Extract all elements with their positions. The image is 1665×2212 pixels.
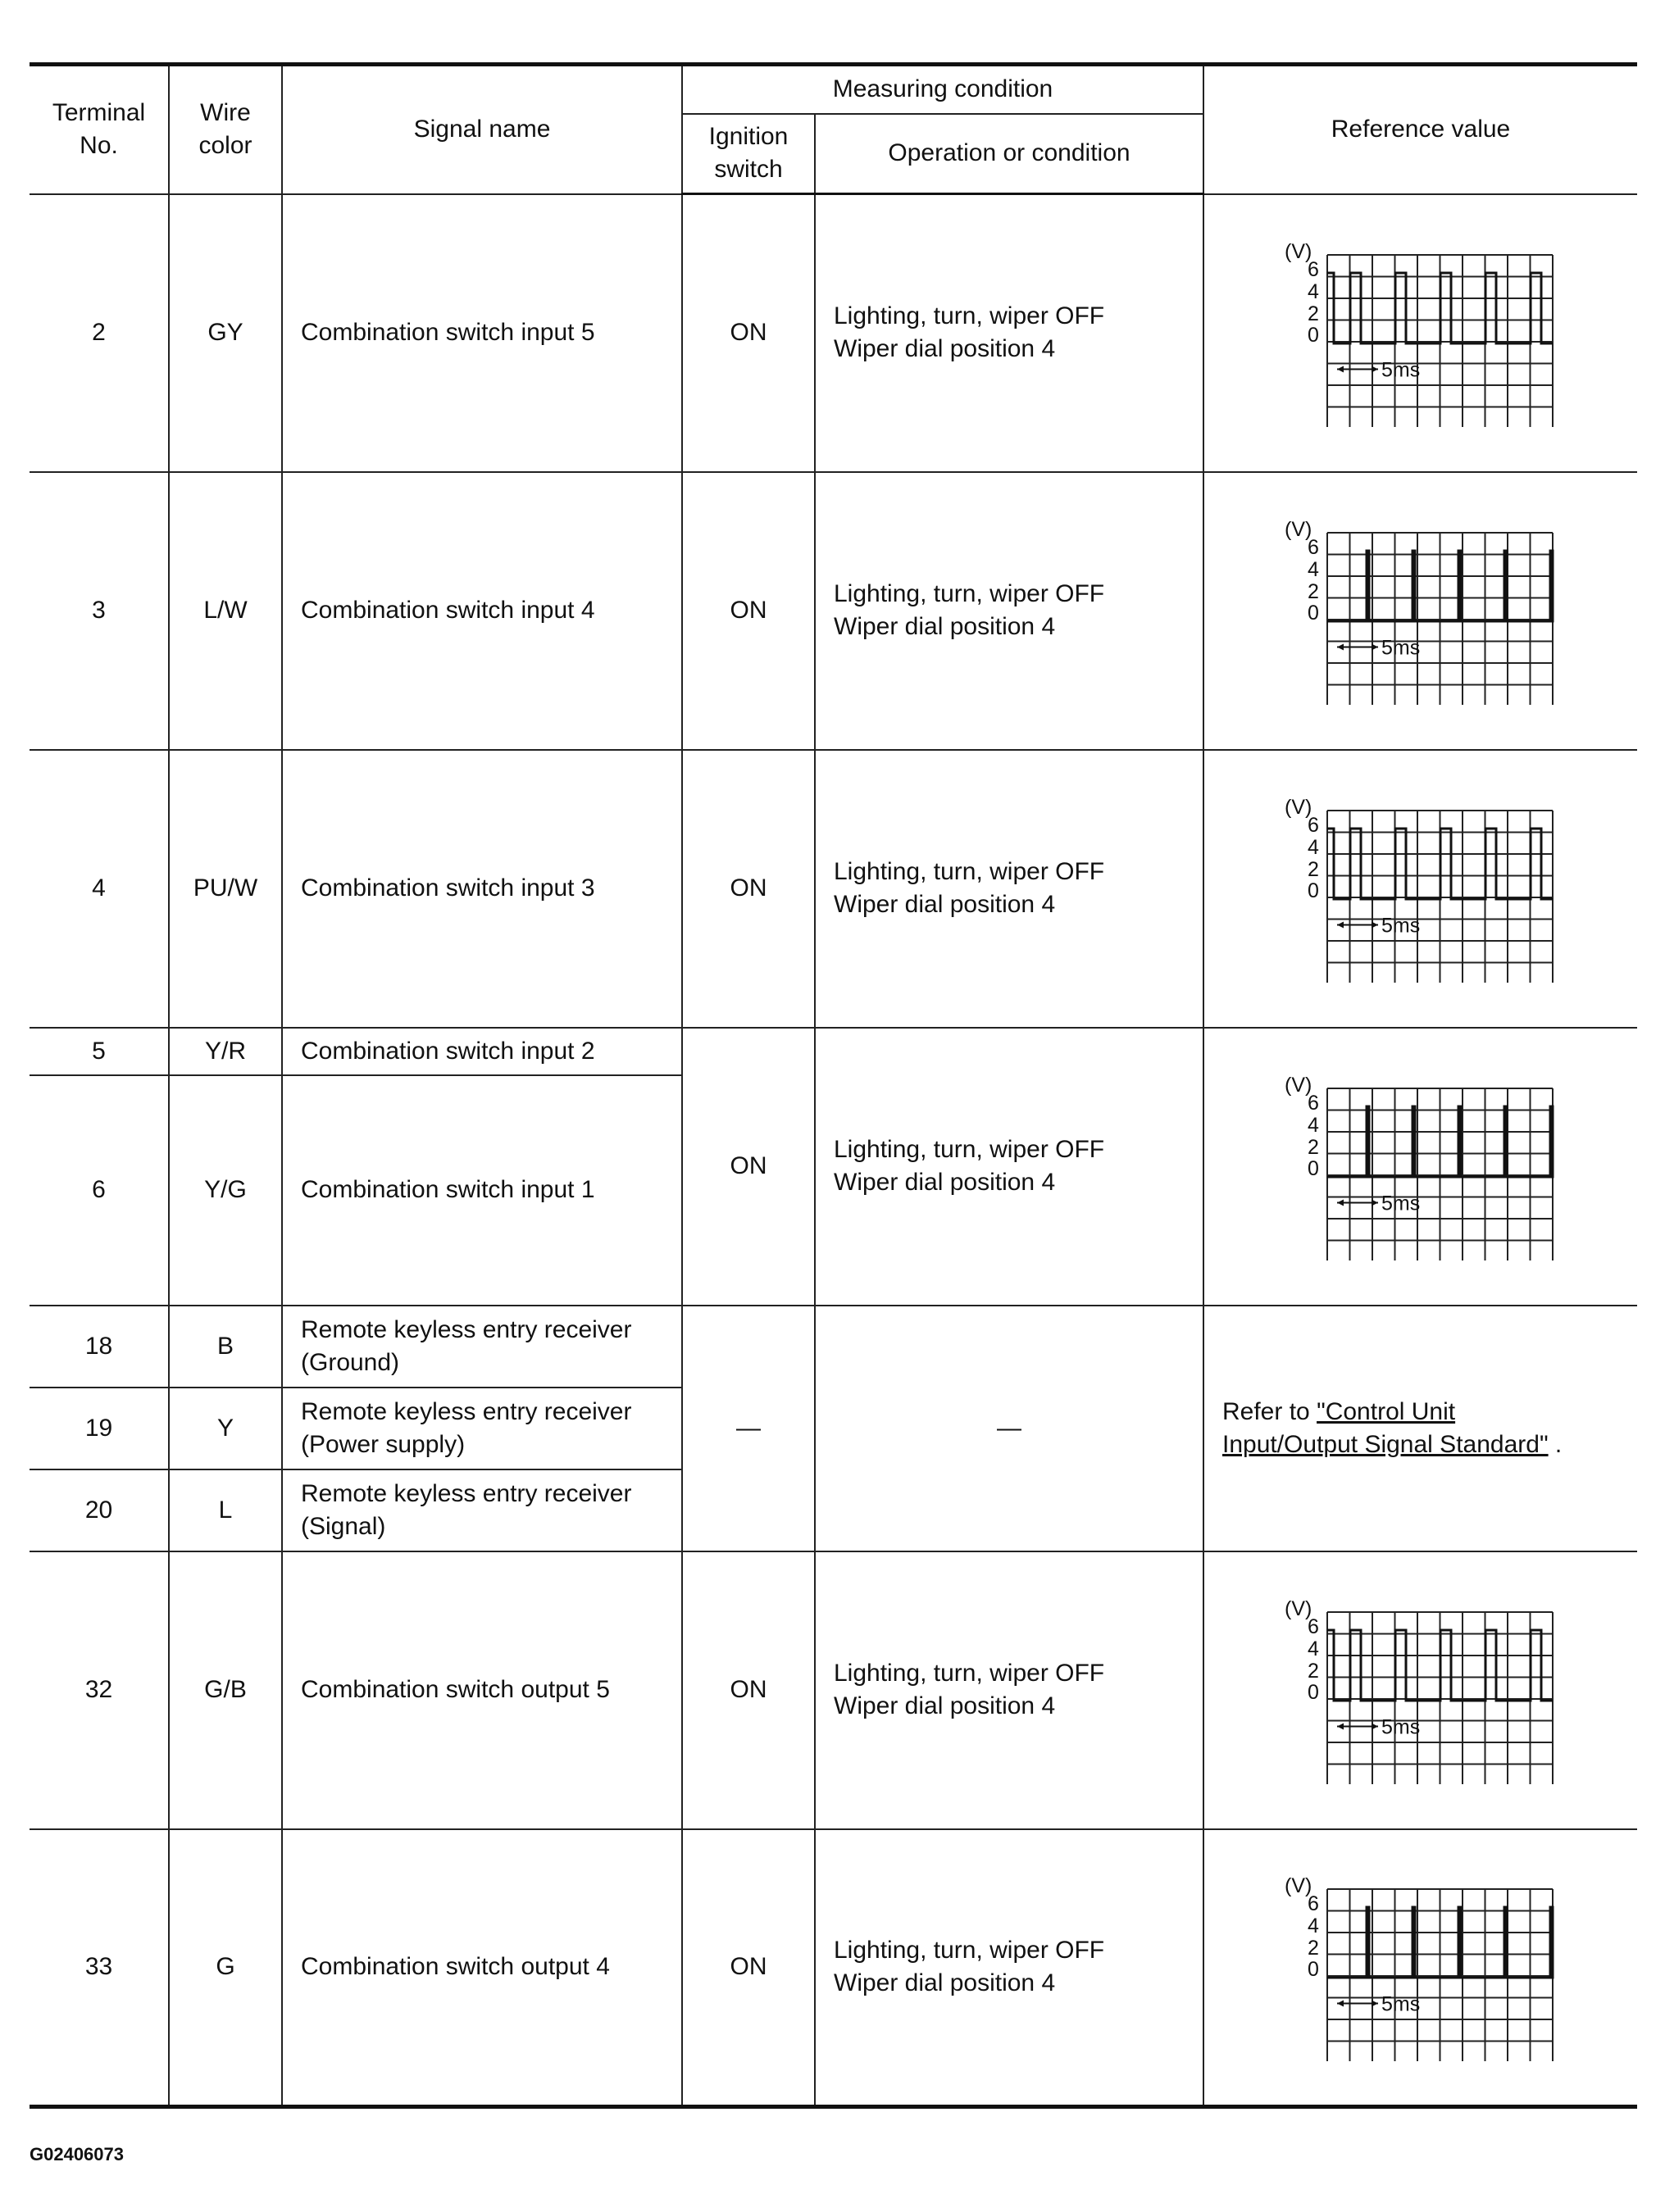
- y-axis-unit: (V): [1285, 240, 1312, 263]
- operation-cell: [815, 194, 1203, 472]
- reference-value-cell: [1203, 750, 1637, 1028]
- operation-cell: [815, 1028, 1203, 1306]
- time-marker-arrow-right: [1372, 644, 1378, 651]
- operation-line-1: Lighting, turn, wiper OFF: [834, 1937, 1105, 1964]
- operation-line-2: Wiper dial position 4: [834, 891, 1056, 918]
- y-tick-label: 2: [1308, 858, 1319, 881]
- operation-line-1: Lighting, turn, wiper OFF: [834, 302, 1105, 330]
- control-unit-link[interactable]: "Control Unit: [1317, 1397, 1456, 1425]
- y-tick-label: 6: [1308, 814, 1319, 837]
- time-marker-arrow-left: [1337, 1200, 1344, 1206]
- y-tick-label: 4: [1308, 1637, 1319, 1660]
- y-tick-label: 0: [1308, 324, 1319, 347]
- signal-line-1: Remote keyless entry receiver: [301, 1315, 632, 1343]
- signal-line-1: Remote keyless entry receiver: [301, 1397, 632, 1425]
- operation-line-2: Wiper dial position 4: [834, 1969, 1056, 1997]
- time-marker-arrow-right: [1372, 922, 1378, 929]
- y-tick-label: 6: [1308, 258, 1319, 281]
- terminal-cell: 33: [30, 1829, 169, 2107]
- signal-line-1: Remote keyless entry receiver: [301, 1479, 632, 1507]
- y-tick-label: 2: [1308, 1660, 1319, 1683]
- signal-trace: [1327, 1630, 1553, 1701]
- operation-line-2: Wiper dial position 4: [834, 613, 1056, 640]
- header-reference-value: Reference value: [1203, 65, 1637, 194]
- y-tick-label: 6: [1308, 1092, 1319, 1115]
- signal-name-cell: Combination switch output 4: [282, 1829, 682, 2107]
- reference-value-cell: [1203, 472, 1637, 750]
- ignition-cell: ON: [682, 1028, 815, 1306]
- wire-color-cell: Y/R: [169, 1028, 282, 1075]
- signal-name-cell: Combination switch input 2: [282, 1028, 682, 1075]
- operation-cell: [815, 1829, 1203, 2107]
- y-tick-label: 2: [1308, 302, 1319, 325]
- header-ignition-switch: Ignition switch: [682, 114, 815, 194]
- terminal-cell: 6: [30, 1075, 169, 1306]
- refer-to-text: Refer to: [1222, 1397, 1317, 1425]
- figure-id: G02406073: [30, 2144, 124, 2164]
- table-row: [30, 1829, 1637, 2107]
- terminal-reference-table: [30, 62, 1637, 2109]
- signal-trace: [1327, 273, 1553, 343]
- oscilloscope-chart: [1278, 794, 1557, 983]
- table-row: [30, 1551, 1637, 1829]
- time-marker-arrow-right: [1372, 366, 1378, 373]
- time-marker-arrow-right: [1372, 1724, 1378, 1730]
- signal-name-cell: [282, 1388, 682, 1469]
- time-marker-arrow-left: [1337, 1724, 1344, 1730]
- operation-line-1: Lighting, turn, wiper OFF: [834, 1660, 1105, 1687]
- y-tick-label: 0: [1308, 879, 1319, 902]
- time-marker-arrow-right: [1372, 1200, 1378, 1206]
- y-tick-label: 0: [1308, 1958, 1319, 1982]
- terminal-cell: 2: [30, 194, 169, 472]
- ignition-cell: ON: [682, 194, 815, 472]
- terminal-reference-table-wrapper: [30, 62, 1637, 2109]
- oscilloscope-chart: [1278, 1873, 1557, 2061]
- operation-line-2: Wiper dial position 4: [834, 1692, 1056, 1719]
- operation-cell: [815, 472, 1203, 750]
- time-base-label: 5ms: [1381, 358, 1421, 382]
- table-row: [30, 1306, 1637, 1388]
- signal-name-cell: [282, 1306, 682, 1388]
- signal-name-cell: [282, 1469, 682, 1551]
- y-tick-label: 6: [1308, 1615, 1319, 1638]
- y-axis-unit: (V): [1285, 1597, 1312, 1620]
- signal-name-cell: Combination switch input 3: [282, 750, 682, 1028]
- y-tick-label: 2: [1308, 1136, 1319, 1159]
- y-tick-label: 4: [1308, 280, 1319, 303]
- ignition-cell: ON: [682, 1551, 815, 1829]
- y-axis-unit: (V): [1285, 1074, 1312, 1097]
- y-tick-label: 4: [1308, 1914, 1319, 1938]
- y-tick-label: 0: [1308, 602, 1319, 625]
- table-row: [30, 472, 1637, 750]
- wire-color-cell: L/W: [169, 472, 282, 750]
- y-tick-label: 4: [1308, 1114, 1319, 1137]
- terminal-cell: 20: [30, 1469, 169, 1551]
- reference-value-cell: [1203, 1551, 1637, 1829]
- table-row: [30, 1028, 1637, 1075]
- table-row: [30, 750, 1637, 1028]
- signal-line-2: (Ground): [301, 1348, 400, 1376]
- header-terminal-no: Terminal No.: [30, 65, 169, 194]
- y-tick-label: 2: [1308, 580, 1319, 603]
- operation-line-1: Lighting, turn, wiper OFF: [834, 1136, 1105, 1163]
- operation-cell: [815, 1551, 1203, 1829]
- signal-line-2: (Power supply): [301, 1430, 466, 1458]
- wire-color-cell: G/B: [169, 1551, 282, 1829]
- y-axis-unit: (V): [1285, 518, 1312, 541]
- terminal-cell: 3: [30, 472, 169, 750]
- terminal-cell: 32: [30, 1551, 169, 1829]
- time-base-label: 5ms: [1381, 914, 1421, 938]
- reference-value-cell: [1203, 1829, 1637, 2107]
- signal-name-cell: Combination switch input 4: [282, 472, 682, 750]
- terminal-cell: 5: [30, 1028, 169, 1075]
- time-base-label: 5ms: [1381, 1992, 1421, 2016]
- wire-color-cell: L: [169, 1469, 282, 1551]
- header-signal-name: Signal name: [282, 65, 682, 194]
- terminal-cell: 4: [30, 750, 169, 1028]
- time-marker-arrow-left: [1337, 644, 1344, 651]
- operation-line-1: Lighting, turn, wiper OFF: [834, 580, 1105, 607]
- wire-color-cell: B: [169, 1306, 282, 1388]
- wire-color-cell: GY: [169, 194, 282, 472]
- y-axis-unit: (V): [1285, 1874, 1312, 1898]
- operation-line-1: Lighting, turn, wiper OFF: [834, 858, 1105, 885]
- time-marker-arrow-right: [1372, 2001, 1378, 2007]
- operation-cell: [815, 750, 1203, 1028]
- ignition-cell: —: [682, 1306, 815, 1551]
- signal-line-2: (Signal): [301, 1512, 386, 1540]
- header-measuring-condition: Measuring condition: [682, 65, 1203, 114]
- y-tick-label: 4: [1308, 558, 1319, 581]
- signal-trace: [1327, 829, 1553, 899]
- signal-name-cell: Combination switch input 1: [282, 1075, 682, 1306]
- ignition-cell: ON: [682, 472, 815, 750]
- oscilloscope-chart: [1278, 516, 1557, 705]
- y-tick-label: 2: [1308, 1937, 1319, 1960]
- signal-name-cell: Combination switch input 5: [282, 194, 682, 472]
- control-unit-link-cont[interactable]: Input/Output Signal Standard": [1222, 1430, 1549, 1458]
- oscilloscope-chart: [1278, 1596, 1557, 1784]
- y-tick-label: 6: [1308, 536, 1319, 559]
- time-marker-arrow-left: [1337, 366, 1344, 373]
- ignition-cell: ON: [682, 750, 815, 1028]
- signal-name-cell: Combination switch output 5: [282, 1551, 682, 1829]
- terminal-cell: 18: [30, 1306, 169, 1388]
- reference-value-cell: [1203, 194, 1637, 472]
- wire-color-cell: Y/G: [169, 1075, 282, 1306]
- y-tick-label: 0: [1308, 1681, 1319, 1704]
- y-tick-label: 0: [1308, 1157, 1319, 1180]
- table-row: [30, 194, 1637, 472]
- header-operation-condition: Operation or condition: [815, 114, 1203, 194]
- operation-line-2: Wiper dial position 4: [834, 1169, 1056, 1196]
- wire-color-cell: G: [169, 1829, 282, 2107]
- time-base-label: 5ms: [1381, 1715, 1421, 1739]
- y-tick-label: 4: [1308, 836, 1319, 859]
- operation-cell: —: [815, 1306, 1203, 1551]
- ignition-cell: ON: [682, 1829, 815, 2107]
- time-marker-arrow-left: [1337, 2001, 1344, 2007]
- operation-line-2: Wiper dial position 4: [834, 335, 1056, 363]
- reference-value-cell: [1203, 1028, 1637, 1306]
- header-wire-color: Wire color: [169, 65, 282, 194]
- time-marker-arrow-left: [1337, 922, 1344, 929]
- oscilloscope-chart: [1278, 1072, 1557, 1260]
- time-base-label: 5ms: [1381, 636, 1421, 660]
- refer-suffix: .: [1548, 1430, 1563, 1458]
- reference-value-cell: [1203, 1306, 1637, 1551]
- wire-color-cell: PU/W: [169, 750, 282, 1028]
- time-base-label: 5ms: [1381, 1192, 1421, 1215]
- terminal-cell: 19: [30, 1388, 169, 1469]
- wire-color-cell: Y: [169, 1388, 282, 1469]
- oscilloscope-chart: [1278, 238, 1557, 427]
- y-axis-unit: (V): [1285, 796, 1312, 819]
- y-tick-label: 6: [1308, 1892, 1319, 1916]
